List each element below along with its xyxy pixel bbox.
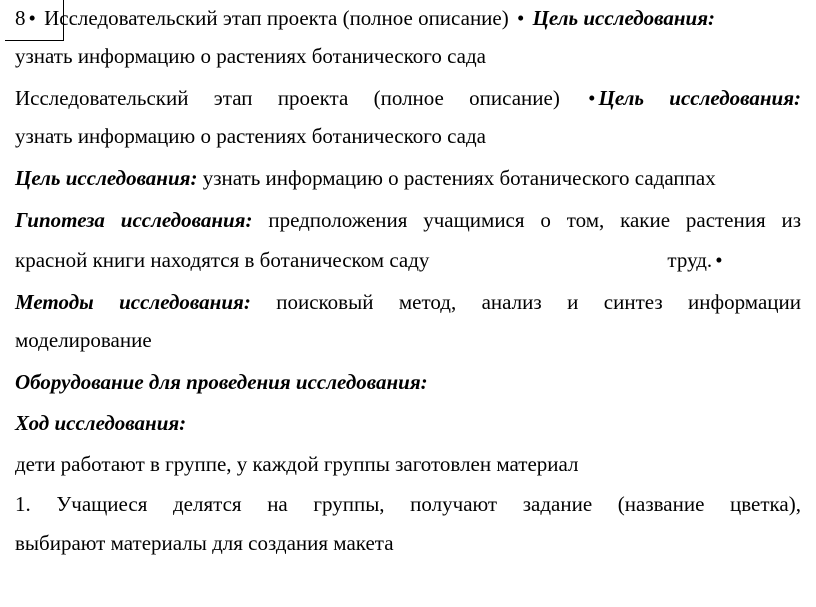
header-line [15, 5, 801, 31]
hypothesis-line-2 [15, 247, 801, 273]
slide-number: 8 [15, 6, 26, 30]
header-text: Исследовательский этап проекта (полное описание) [44, 6, 509, 30]
body-text: дети работают в группе, у каждой группы заготовлен материал [15, 452, 579, 476]
bullet-icon: • [715, 248, 723, 272]
header-goal-label: Цель исследования: [532, 6, 716, 30]
duplicate-goal-value: узнать информацию о растениях ботанического сада [15, 124, 486, 148]
duplicate-header-line [15, 85, 801, 111]
bullet-icon: • [588, 86, 596, 110]
hypothesis-tail: труд. [667, 248, 713, 272]
step-1-line-1: 1. Учащиеся делятся на группы, получают задание (название цветка), [15, 492, 801, 516]
methods-line [15, 289, 801, 315]
equipment-label: Оборудование для проведения исследования: [15, 370, 428, 394]
step-1-line-2: выбирают материалы для создания макета [15, 531, 394, 555]
goal-label: Цель исследования: [15, 166, 198, 190]
hypothesis-label: Гипотеза исследования: [15, 208, 253, 232]
process-label: Ход исследования: [15, 411, 187, 435]
header-goal-value: узнать информацию о растениях ботанического сада [15, 44, 486, 68]
goal-line [15, 165, 801, 191]
bullet-icon: • [28, 6, 36, 30]
methods-value-line1: поисковый метод, анализ и синтез информации [276, 290, 801, 314]
hypothesis-value-line2: красной книги находятся в ботаническом саду [15, 248, 430, 272]
methods-value-line2: моделирование [15, 328, 152, 352]
duplicate-goal-label: Цель исследования: [598, 86, 802, 110]
bullet-icon: • [516, 6, 525, 30]
goal-value: узнать информацию о растениях ботанического садаппах [202, 166, 716, 190]
methods-label: Методы исследования: [15, 290, 251, 314]
hypothesis-value-line1: предположения учащимися о том, какие растения из [268, 208, 802, 232]
duplicate-header-text: Исследовательский этап проекта (полное описание) [15, 86, 560, 110]
hypothesis-line [15, 207, 801, 233]
